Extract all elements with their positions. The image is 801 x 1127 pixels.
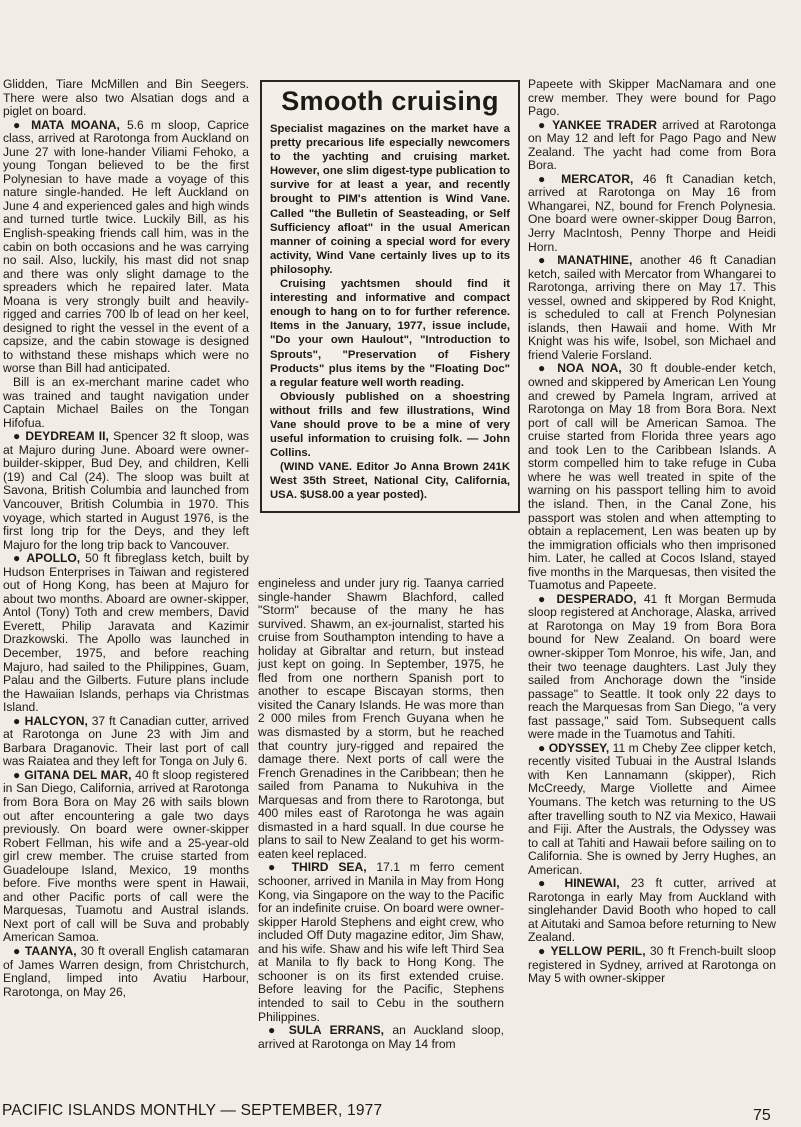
yacht-name-heading: ● HALCYON,: [13, 713, 88, 728]
paragraph-text: Glidden, Tiare McMillen and Bin Seegers. There were also two Alsatian dogs and a piglet on board.: [3, 77, 249, 119]
publication-footer: PACIFIC ISLANDS MONTHLY — SEPTEMBER, 1977: [2, 1102, 383, 1119]
article-paragraph: [3, 769, 249, 945]
article-paragraph: [528, 593, 776, 742]
yacht-name-heading: ● ODYSSEY,: [538, 740, 610, 755]
yacht-name-heading: ● NOA NOA,: [538, 361, 622, 376]
right-column: [528, 78, 776, 986]
box-paragraph: Obviously published on a shoestring without frills and few illustrations, Wind Vane should prove to be a mine of very useful information to cruising folk. — John Collins.: [270, 390, 510, 460]
article-paragraph: [3, 119, 249, 376]
paragraph-text: 30 ft French-built sloop registered in Sydney, arrived at Rarotonga on May 5 with owner-skipper: [528, 944, 776, 986]
paragraph-text: an Auckland sloop, arrived at Rarotonga on May 14 from: [258, 1023, 504, 1051]
article-paragraph: [528, 742, 776, 877]
paragraph-text: Papeete with Skipper MacNamara and one crew member. They were bound for Pago Pago.: [528, 77, 776, 119]
box-title: Smooth cruising: [281, 86, 499, 116]
article-paragraph: [528, 945, 776, 986]
yacht-name-heading: ● TAANYA,: [13, 944, 77, 958]
box-paragraph: (WIND VANE. Editor Jo Anna Brown 241K West 35th Street, National City, California, USA. $US8.00 a year posted).: [270, 461, 510, 502]
article-paragraph: [528, 362, 776, 592]
box-paragraph: Cruising yachtsmen should find it interesting and informative and compact enough to hang on to for further reference. Items in the January, 1977, issue include, "Do your own Haulout", "Introduction to Sprouts", "Preservation of Fishery Products" plus items by the "Floating Doc" a regular feature well worth reading.: [270, 278, 510, 389]
yacht-name-heading: ● MATA MOANA,: [13, 117, 120, 132]
article-paragraph: [3, 715, 249, 769]
yacht-name-heading: ● DEYDREAM II,: [13, 429, 109, 444]
yacht-name-heading: ● HINEWAI,: [538, 876, 620, 891]
paragraph-text: 50 ft fibreglass ketch, built by Hudson Enterprises in Taiwan and registered out of Hong Kong, has been at Majuro for about two months. Aboard are owner-skipper, Antol (Tony) Toth and crew members, David Everett, Philip Jaravata and Kazimir Drazkowski. The Apollo was launched in December, 1975, and before reaching Majuro, had sailed to the Philippines, Guam, Palau and the Gilberts. Future plans include the Hawaiian Islands, perhaps via Christmas Island.: [3, 551, 249, 715]
paragraph-text: Bill is an ex-merchant marine cadet who was trained and taught navigation under Captain Michael Bailes on the Tongan Hifofua.: [3, 375, 249, 430]
paragraph-text: 41 ft Morgan Bermuda sloop registered at Anchorage, Alaska, arrived at Rarotonga on May 19 from Bora Bora bound for New Zealand. On board were owner-skipper Tom Monroe, his wife, Jan, and their two teenage daughters. Last July they sailed from Anchorage down the "inside passage" to Seattle. It took only 22 days to reach the Marquesas from San Diego, "a very fast passage," said Tom. Subsequent calls were made in the Tuamotus and Tahiti.: [528, 591, 776, 742]
article-paragraph: [3, 552, 249, 715]
article-paragraph: [3, 945, 249, 999]
article-paragraph: [258, 1024, 504, 1051]
yacht-name-heading: ● GITANA DEL MAR,: [13, 767, 132, 782]
page-number: 75: [753, 1107, 771, 1124]
paragraph-text: another 46 ft Canadian ketch, sailed with Mercator from Whangarei to Rarotonga, arriving there on May 17. This vessel, owned and skippered by Rod Knight, is scheduled to call at French Polynesian islands, then Hawaii and home. With Mr Knight was his wife, Isobel, son Michael and friend Valerie Forsland.: [528, 253, 777, 362]
yacht-name-heading: ● THIRD SEA,: [268, 860, 367, 875]
paragraph-text: 40 ft sloop registered in San Diego, California, arrived at Rarotonga from Bora Bora on May 26 with sails blown out after encountering a gale two days previously. On board were owner-skipper Robert Fellman, his wife and a 25-year-old girl crew member. The cruise started from Guadeloupe Island, Mexico, 19 months before. Five months were spent in Hawaii, and other Pacific ports of call were the Marquesas, Tuamotu and Austral islands. Next port of call will be Suva and probably American Samoa.: [3, 767, 249, 945]
paragraph-text: Spencer 32 ft sloop, was at Majuro during June. Aboard were owner-builder-skipper, Bud Dey, and children, Kelli (19) and Cal (24). The sloop was built at Savona, British Columbia and launched from Vancouver, British Columbia in 1970. This voyage, which started in August 1976, is the first long trip for the Deys, and they left Majuro for the long trip back to Vancouver.: [3, 429, 249, 552]
article-paragraph: [528, 78, 776, 119]
paragraph-text: engineless and under jury rig. Taanya carried single-hander Shawm Blachford, called "Storm" because of the many he has survived. Shawm, an ex-journalist, started his cruise from Southampton intending to have a holiday at Gibraltar and return, but instead just kept on going. In September, 1975, he fled from one northern Spanish port to another to escape Biscayan storms, then visited the Canary Islands. He was more than 2 000 miles from French Guyana when he was dismasted by a storm, but he reached that country jury-rigged and repaired the damage there. Next ports of call were the French Grenadines in the Caribbean; then he sailed from Panama to Nukuhiva in the Marquesas and from there to Rarotonga, but 400 miles east of Rarotonga he was again dismasted in a hard squall. In due course he plans to sail to New Zealand to get his worm-eaten keel replaced.: [258, 576, 504, 861]
article-paragraph: [3, 376, 249, 430]
paragraph-text: 37 ft Canadian cutter, arrived at Rarotonga on June 23 with Jim and Barbara Draganovic. Their last port of call was Raiatea and they left for Tonga on July 6.: [3, 713, 249, 769]
yacht-name-heading: ● APOLLO,: [13, 551, 81, 566]
paragraph-text: 11 m Cheby Zee clipper ketch, recently visited Tubuai in the Austral Islands with Ken Lannamann (skipper), Rich McCreedy, Marge Viollette and Aimee Youmans. The ketch was returning to the US after travelling south to NZ via Mexico, Hawaii and Fiji. After the Australs, the Odyssey was to call at Tahiti and Hawaii before sailing on to California. She is owned by Jerry Hughes, an American.: [528, 740, 776, 877]
yacht-name-heading: ● YANKEE TRADER: [538, 117, 657, 132]
smooth-cruising-box: [260, 80, 520, 513]
article-paragraph: [528, 254, 776, 362]
yacht-name-heading: ● DESPERADO,: [538, 591, 637, 606]
yacht-name-heading: ● MERCATOR,: [538, 171, 634, 186]
left-column: [3, 78, 249, 999]
paragraph-text: arrived at Rarotonga on May 12 and left for Pago Pago and New Zealand. The yacht had come from Bora Bora.: [528, 117, 776, 173]
paragraph-text: 23 ft cutter, arrived at Rarotonga in early May from Auckland with singlehander David Booth who hoped to call at Aitutaki and Samoa before returning to New Zealand.: [528, 876, 777, 945]
paragraph-text: 17.1 m ferro cement schooner, arrived in Manila in May from Hong Kong, via Singapore on the way to the Pacific for an indefinite cruise. On board were owner-skipper Harold Stephens and eight crew, who included Off Duty magazine editor, Jim Shaw, and his wife. Shaw and his wife left Third Sea at Manila to fly back to Hong Kong. The schooner is on its first extended cruise. Before leaving for the Pacific, Stephens intended to sail to Cebu in the southern Philippines.: [258, 860, 505, 1024]
box-paragraph: Specialist magazines on the market have a pretty precarious life especially newcomers to the yachting and cruising market. However, one slim digest-type publication to survive for at least a year, and recently brought to PIM's attention is Wind Vane. Called "the Bulletin of Seasteading, or Self Sufficiency afloat" in the usual American manner of coining a special word for every activity, Wind Vane certainly lives up to its philosophy.: [270, 123, 510, 276]
article-paragraph: [528, 877, 776, 945]
yacht-name-heading: ● YELLOW PERIL,: [538, 944, 646, 958]
yacht-name-heading: ● SULA ERRANS,: [268, 1023, 385, 1038]
article-paragraph: [258, 577, 504, 861]
paragraph-text: 46 ft Canadian ketch, arrived at Rarotonga on May 16 from Whangarei, NZ, bound for French Polynesia. One board were owner-skipper Doug Barron, Jerry MacIntosh, Penny Thorpe and Heidi Horn.: [528, 171, 777, 254]
article-paragraph: [258, 861, 504, 1024]
article-paragraph: [528, 119, 776, 173]
paragraph-text: 30 ft overall English catamaran of James Warren design, from Christchurch, England, limped into Avatiu Harbour, Rarotonga, on May 26,: [3, 944, 250, 999]
article-paragraph: [528, 173, 776, 254]
paragraph-text: 5.6 m sloop, Caprice class, arrived at Rarotonga from Auckland on June 27 with lone-hander Viliami Fehoko, a young Tongan believed to be the first Polynesian to have made a voyage of this nature single-handed. He left Auckland on June 4 and experienced gales and high winds and turned turtle twice. Luckily Bill, as his English-speaking friends call him, was in the cabin on both occasions and he was carrying no sail. Also, luckily, his mast did not snap and there was only slight damage to the spreaders which he repaired later. Mata Moana is very strongly built and heavily-rigged and carries 700 lb of lead on her keel, designed to right the vessel in the event of a capsize, and the cabin stowage is designed to withstand these mishaps which were no worse than Bill had anticipated.: [3, 117, 249, 376]
yacht-name-heading: ● MANATHINE,: [538, 253, 633, 268]
article-paragraph: [3, 78, 249, 119]
article-paragraph: [3, 430, 249, 552]
paragraph-text: 30 ft double-ender ketch, owned and skippered by American Len Young and crewed by Pamela Ingram, arrived at Rarotonga on May 18 from Bora Bora. Next port of call will be American Samoa. The cruise started from Florida three years ago and took Len to the Caribbean Islands. A storm compelled him to take refuge in Cuba where he was well treated in spite of the warning on his passport telling him to avoid the island. Then, in the Canal Zone, his passport was stolen and when attempting to obtain a replacement, Len was beaten up by the immigration officials who then imprisoned him. Later, he called at Cocos Island, stayed five months in the Marquesas, then visited the Tuamotus and Papeete.: [528, 361, 776, 593]
middle-column: [258, 577, 504, 1051]
